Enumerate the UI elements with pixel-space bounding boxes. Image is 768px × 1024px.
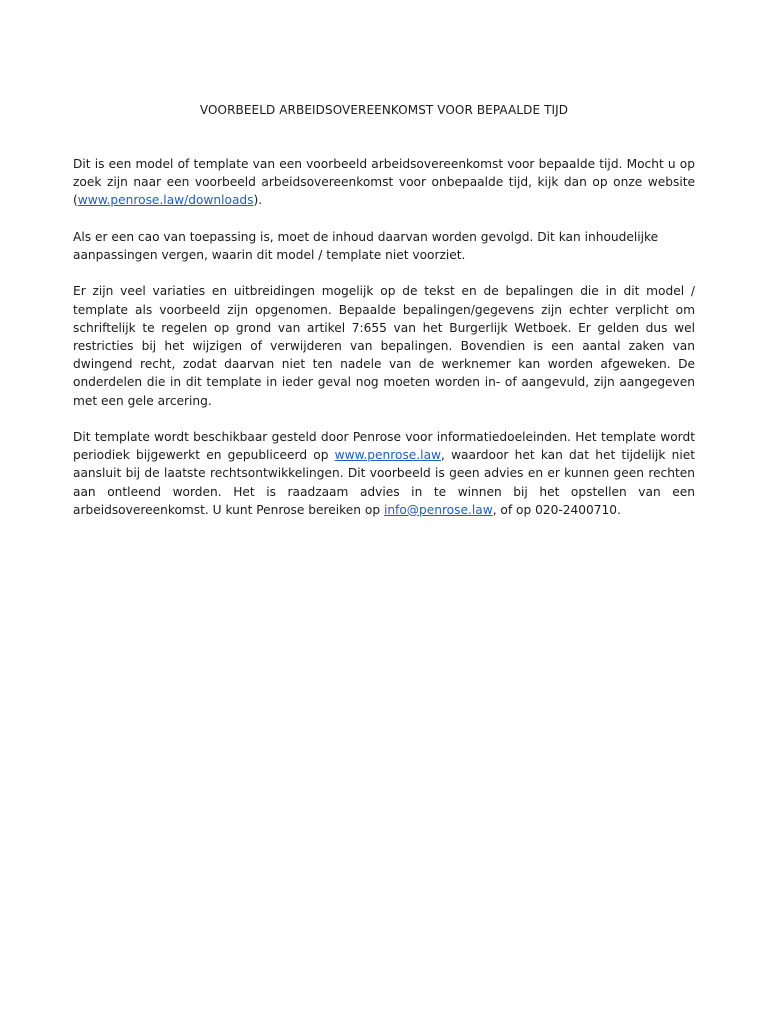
email-link[interactable]: info@penrose.law [383, 502, 493, 517]
disclaimer-text: Dit template wordt beschikbaar gesteld door Penrose voor informatiedoeleinden. Het template wordt periodiek bijgewerkt en gepubliceerd op [73, 430, 695, 463]
disclaimer-text-middle: , waardoor het kan dat het tijdelijk niet aansluit bij de laatste rechtsontwikkelingen. Dit voorbeeld is geen advies en er kunnen geen rechten aan ontleend worden. Het is raadzaam advies in te winnen bij het opstellen van een arbeidsovereenkomst. U kunt Penrose bereiken op [73, 448, 696, 517]
disclaimer-paragraph [73, 428, 695, 519]
document-body [73, 155, 695, 537]
website-link[interactable]: www.penrose.law [334, 448, 442, 463]
intro-text: Dit is een model of template van een voorbeeld arbeidsovereenkomst voor bepaalde tijd. Mocht u op zoek zijn naar een voorbeeld arbeidsovereenkomst voor onbepaalde tijd, kijk dan op onze website ( [73, 157, 695, 208]
cao-paragraph: Als er een cao van toepassing is, moet de inhoud daarvan worden gevolgd. Dit kan inhoudelijke aanpassingen vergen, waarin dit model / template niet voorziet. [73, 229, 659, 262]
downloads-link[interactable]: www.penrose.law/downloads [77, 193, 254, 208]
document-title: VOORBEELD ARBEIDSOVEREENKOMST VOOR BEPAALDE TIJD [199, 103, 569, 117]
variations-paragraph: Er zijn veel variaties en uitbreidingen mogelijk op de tekst en de bepalingen die in dit model / template als voorbeeld zijn opgenomen. Bepaalde bepalingen/gegevens zijn echter verplicht om schriftelijk te regelen op grond van artikel 7:655 van het Burgerlijk Wetboek. Er gelden dus wel restricties bij het wijzigen of verwijderen van bepalingen. Bovendien is een aantal zaken van dwingend recht, zodat daarvan niet ten nadele van de werknemer kan worden afgeweken. De onderdelen die in dit template in ieder geval nog moeten worden in- of aangevuld, zijn aangegeven met een gele arcering. [73, 284, 695, 408]
disclaimer-text-end: , of op 020-2400710. [492, 502, 621, 517]
intro-paragraph [73, 155, 695, 210]
intro-text-end: ). [253, 193, 263, 208]
